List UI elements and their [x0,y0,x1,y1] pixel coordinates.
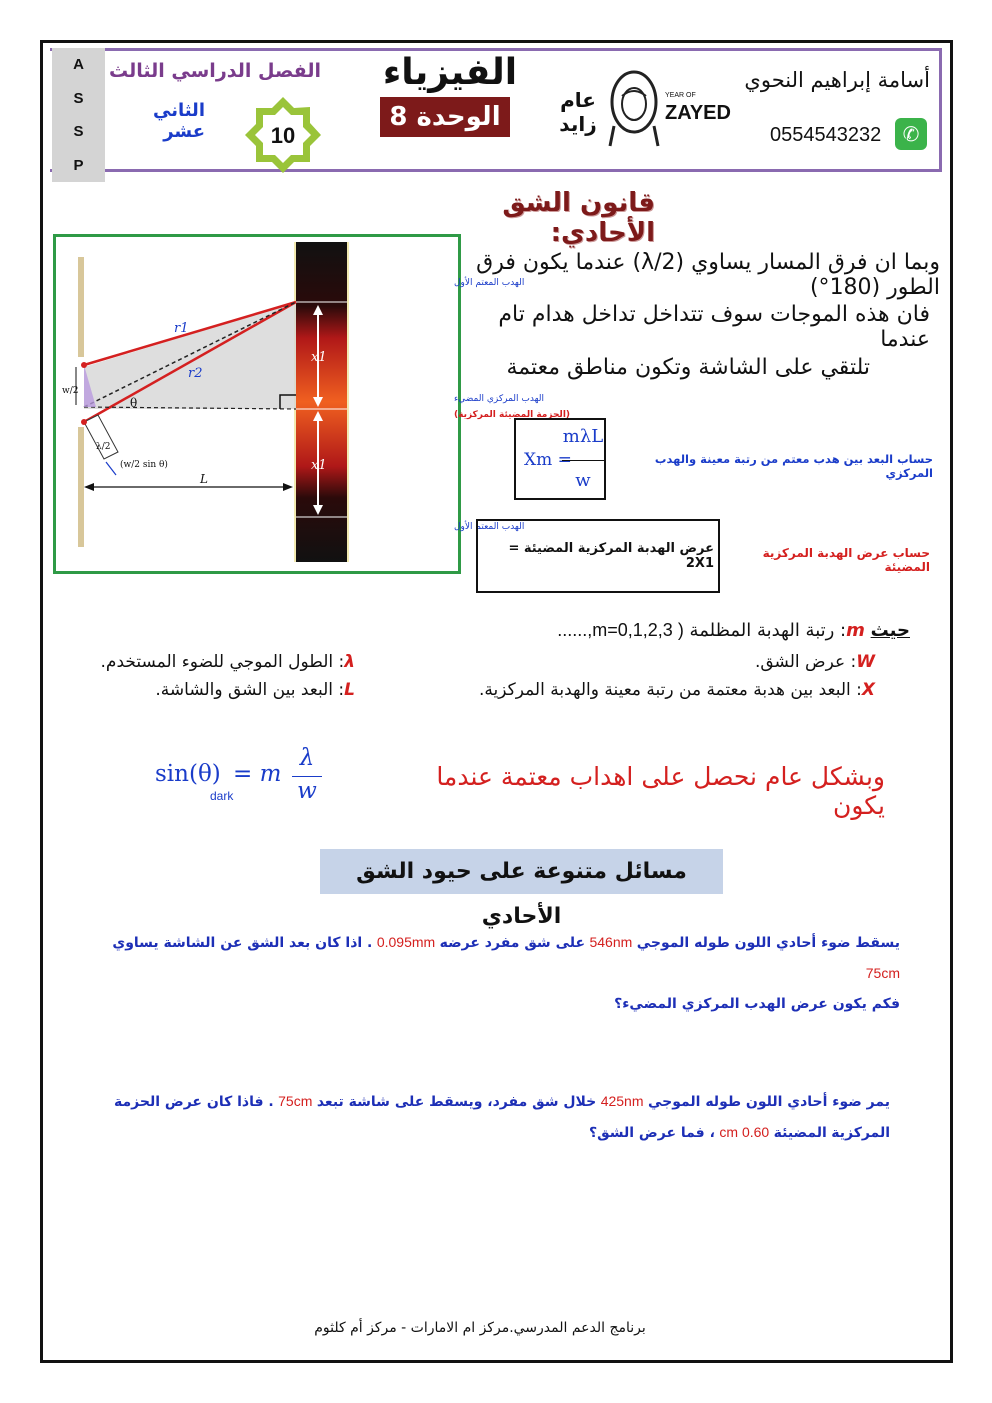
grade-label: الثاني عشر [152,100,205,142]
intro-line-1: وبما ان فرق المسار يساوي (λ/2) عندما يكون فرق الطور (180°) [476,250,940,300]
lambda-symbol: λ [344,652,355,672]
definition-x [400,680,875,700]
dark-fringe-equation [155,745,340,810]
problem-1-text: يسقط ضوء أحادي اللون طوله الموجي [636,935,900,951]
term-label: الفصل الدراسي الثالث [109,60,321,82]
problem-1-slit-width: 0.095mm [376,934,436,950]
problem-1-distance: 75cm [865,965,900,981]
fraction-bar [562,460,604,461]
intro-line-3: تلتقي على الشاشة وتكون مناطق معتمة [506,355,870,380]
problem-2-wavelength: 425nm [600,1093,644,1109]
problem-2-text: المضيئة [773,1125,827,1141]
central-band-label: (الحزمة المضيئة المركزية) [454,410,571,420]
r1-label: r1 [174,321,189,336]
problem-2 [100,1086,890,1148]
L-definition: : البعد بين الشق والشاشة. [155,680,345,700]
m-values: ( m=0,1,2,3,...... [557,620,684,640]
formula-label: حساب البعد بين هدب معتم من رتبة معينة والهدب المركزي [654,452,933,480]
dark-subscript: dark [210,789,234,803]
logo-year-of: YEAR OF [665,92,696,99]
w-definition: : عرض الشق. [754,652,857,672]
lesson-number-badge [243,95,323,175]
theta-label: θ [130,396,138,410]
assp-badge [52,48,105,182]
L-label: L [200,472,208,486]
unit-label: الوحدة 8 [380,97,510,137]
lambda-half-label: λ/2 [96,442,111,452]
problem-2-text: خلال شق مفرد، ويسقط على شاشة تبعد [316,1094,597,1110]
central-width-formula: عرض الهدبة المركزية المضيئة = 2X1 [508,541,714,571]
footer-text: برنامج الدعم المدرسي.مركز ام الامارات - مركز أم كلثوم [314,1320,646,1336]
L-symbol: L [344,680,355,700]
zayed-portrait-icon [608,66,660,148]
logo-arabic: عام زايد [559,88,597,136]
problem-1 [100,927,900,1019]
lambda-numerator: λ [299,745,315,771]
problem-1-text: . اذا كان بعد الشق عن الشاشة يساوي [112,935,373,951]
x-definition: : البعد بين هدبة معتمة من رتبة معينة والهدبة المركزية. [478,680,862,700]
formula-numerator: mλL [562,426,604,447]
problem-2-band-width: 0.60 cm [719,1124,770,1140]
fringe-position-formula [514,418,606,500]
where-label: حيث [870,620,910,641]
w-denominator: w [297,778,317,804]
formula-lhs: Xm = [524,450,572,470]
central-bright-label: الهدب المركزي المضيء [454,394,544,404]
problems-title: مسائل متنوعة على حيود الشق الأحادي [320,849,723,894]
phone-number: 0554543232 [770,124,882,146]
equals-m: = m [233,761,282,787]
problem-2-question: ، فما عرض الشق؟ [589,1125,715,1141]
general-fraction-bar [292,776,322,777]
phone-icon: ✆ [895,118,927,150]
w-half-label: w/2 [62,386,79,396]
w-symbol: W [856,652,875,672]
central-width-label: حساب عرض الهدبة المركزية المضيئة [762,546,930,574]
problem-1-question: فكم يكون عرض الهدب المركزي المضيء؟ [614,996,900,1012]
assp-letter: S [73,123,84,141]
definition-lambda [60,652,355,672]
definition-L [120,680,355,700]
m-symbol: m [846,620,865,641]
sin-term: sin(θ) [155,761,221,787]
definition-w [500,652,875,672]
problem-1-text: على شق مفرد عرضه [439,935,586,951]
problem-1-wavelength: 546nm [589,934,633,950]
first-dark-top-label: الهدب المعتم الأول [454,278,525,288]
section-title: قانون الشق الأحادي: [502,188,655,248]
lambda-definition: : الطول الموجي للضوء المستخدم. [100,652,345,672]
x1-top-label: x1 [311,350,327,365]
assp-letter: A [73,56,84,74]
r2-label: r2 [188,366,203,381]
problem-2-text: . فاذا كان عرض الحزمة المركزية [114,1094,890,1141]
assp-letter: S [73,89,84,107]
intro-line-2: فان هذه الموجات سوف تتداخل تداخل هدام تام عندما [498,302,930,352]
formula-denominator: w [575,470,591,491]
problem-2-distance: 75cm [278,1093,313,1109]
general-condition-text: وبشكل عام نحصل على اهداب معتمة عندما يكون [436,762,885,820]
assp-letter: P [73,156,84,174]
definition-m [510,620,910,641]
lesson-number: 10 [270,123,296,148]
teacher-name: أسامة إبراهيم النحوي [744,68,930,92]
x1-bottom-label: x1 [311,458,327,473]
problem-2-text: يمر ضوء أحادي اللون طوله الموجي [647,1094,890,1110]
subject-title: الفيزياء [382,52,518,93]
first-dark-bottom-label: الهدب المعتم الأول [454,522,525,532]
logo-zayed: ZAYED [665,102,731,124]
x-symbol: X [861,680,875,700]
m-definition: : رتبة الهدبة المظلمة [689,620,847,641]
path-difference-label: (w/2 sin θ) [120,460,168,470]
central-width-formula-box [476,519,720,593]
